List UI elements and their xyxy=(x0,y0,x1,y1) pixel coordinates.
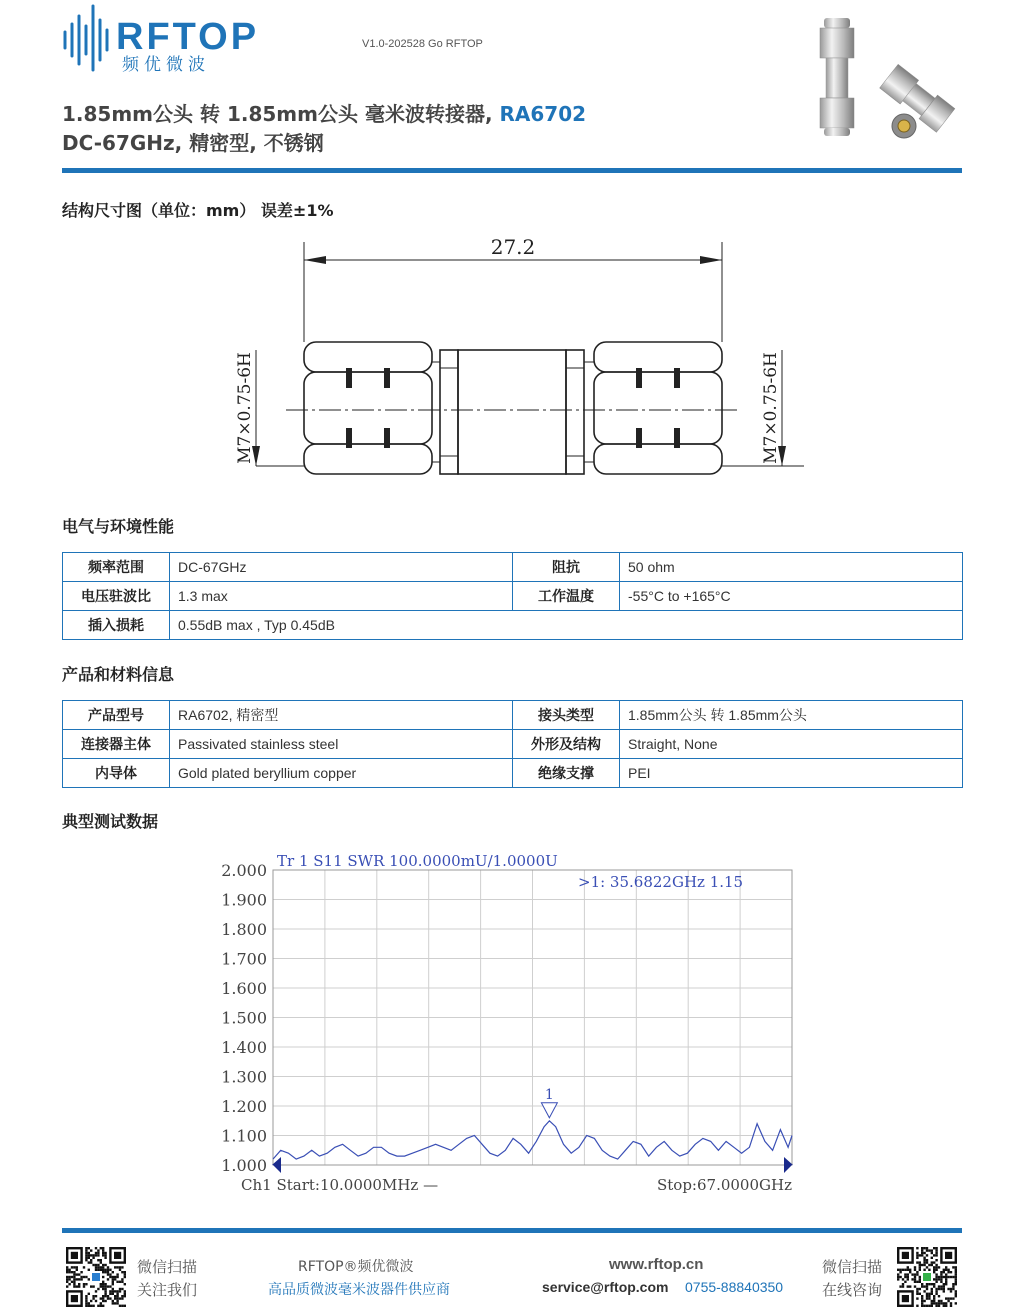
marker-readout: >1: 35.6822GHz 1.15 xyxy=(578,873,744,891)
section-title-test: 典型测试数据 xyxy=(62,812,159,831)
qr-code-consult xyxy=(897,1247,957,1307)
product-title-line2: DC-67GHz, 精密型, 不锈钢 xyxy=(62,131,324,155)
table-row xyxy=(63,730,963,759)
footer-scan-label-right: 微信扫描 xyxy=(822,1258,883,1276)
spec-key: 电压驻波比 xyxy=(63,582,170,611)
x-stop-label: Stop:67.0000GHz xyxy=(657,1176,792,1194)
y-tick-label: 1.000 xyxy=(221,1156,267,1175)
qr-code-follow xyxy=(66,1247,126,1307)
chart-title: Tr 1 S11 SWR 100.0000mU/1.0000U xyxy=(277,852,558,870)
header-divider xyxy=(62,168,962,173)
spec-key: 插入损耗 xyxy=(63,611,170,640)
y-tick-label: 2.000 xyxy=(221,861,267,880)
table-row xyxy=(63,611,963,640)
spec-value: 0.55dB max , Typ 0.45dB xyxy=(170,611,963,640)
y-tick-label: 1.800 xyxy=(221,920,267,939)
spec-value: Passivated stainless steel xyxy=(170,730,513,759)
spec-key: 产品型号 xyxy=(63,701,170,730)
y-tick-label: 1.500 xyxy=(221,1008,267,1028)
spec-value: RA6702, 精密型 xyxy=(170,701,513,730)
swr-chart xyxy=(200,845,820,1205)
marker-triangle xyxy=(541,1103,557,1118)
brand-logo-text: RFTOP xyxy=(116,16,260,58)
y-tick-label: 1.400 xyxy=(221,1038,267,1057)
electrical-table xyxy=(62,552,963,640)
dimension-drawing xyxy=(200,228,820,500)
footer-phone: 0755-88840350 xyxy=(685,1279,784,1295)
section-title-electrical: 电气与环境性能 xyxy=(62,517,175,536)
spec-key: 内导体 xyxy=(63,759,170,788)
spec-key: 外形及结构 xyxy=(513,730,620,759)
brand-logo-subtext: 频优微波 xyxy=(122,55,210,75)
y-tick-label: 1.600 xyxy=(221,979,267,998)
thread-right-label: M7×0.75-6H xyxy=(761,352,781,464)
spec-value: 1.3 max xyxy=(170,582,513,611)
y-tick-label: 1.100 xyxy=(221,1126,267,1146)
thread-left-label: M7×0.75-6H xyxy=(235,352,255,464)
version-label: V1.0-202528 Go RFTOP xyxy=(362,38,483,50)
y-tick-label: 1.700 xyxy=(221,949,267,969)
footer-website-link[interactable]: www.rftop.cn xyxy=(609,1256,704,1273)
table-row xyxy=(63,582,963,611)
table-row xyxy=(63,701,963,730)
model-link[interactable]: RA6702 xyxy=(499,102,587,126)
spec-key: 工作温度 xyxy=(513,582,620,611)
spec-value: Straight, None xyxy=(620,730,963,759)
title-prefix: 1.85mm公头 转 1.85mm公头 毫米波转接器, xyxy=(62,102,500,126)
footer-divider xyxy=(62,1228,962,1233)
marker-label: 1 xyxy=(544,1086,554,1103)
footer-email-link[interactable]: service@rftop.com xyxy=(542,1279,669,1295)
spec-value: Gold plated beryllium copper xyxy=(170,759,513,788)
spec-value: DC-67GHz xyxy=(170,553,513,582)
overall-length-label: 27.2 xyxy=(490,235,536,259)
x-start-label: Ch1 Start:10.0000MHz — xyxy=(241,1176,439,1194)
logo-wave-icon xyxy=(62,2,110,72)
y-tick-label: 1.200 xyxy=(221,1097,267,1116)
y-tick-label: 1.900 xyxy=(221,890,267,910)
table-row xyxy=(63,759,963,788)
spec-value: 50 ohm xyxy=(620,553,963,582)
product-title-line1 xyxy=(62,98,586,127)
spec-value: 1.85mm公头 转 1.85mm公头 xyxy=(620,701,963,730)
spec-key: 阻抗 xyxy=(513,553,620,582)
material-table xyxy=(62,700,963,788)
footer-slogan: 高品质微波毫米波器件供应商 xyxy=(268,1282,450,1298)
footer-follow-label: 关注我们 xyxy=(137,1281,198,1299)
product-photo xyxy=(812,10,964,144)
spec-key: 频率范围 xyxy=(63,553,170,582)
section-title-dimensions: 结构尺寸图（单位：mm） 误差±1% xyxy=(62,201,334,220)
footer-company: RFTOP®频优微波 xyxy=(298,1259,414,1275)
footer-consult-label: 在线咨询 xyxy=(822,1281,883,1299)
footer-scan-label: 微信扫描 xyxy=(137,1258,198,1276)
spec-value: -55°C to +165°C xyxy=(620,582,963,611)
spec-key: 连接器主体 xyxy=(63,730,170,759)
section-title-material: 产品和材料信息 xyxy=(62,665,175,684)
table-row xyxy=(63,553,963,582)
spec-key: 绝缘支撑 xyxy=(513,759,620,788)
y-tick-label: 1.300 xyxy=(221,1067,267,1087)
spec-value: PEI xyxy=(620,759,963,788)
spec-key: 接头类型 xyxy=(513,701,620,730)
